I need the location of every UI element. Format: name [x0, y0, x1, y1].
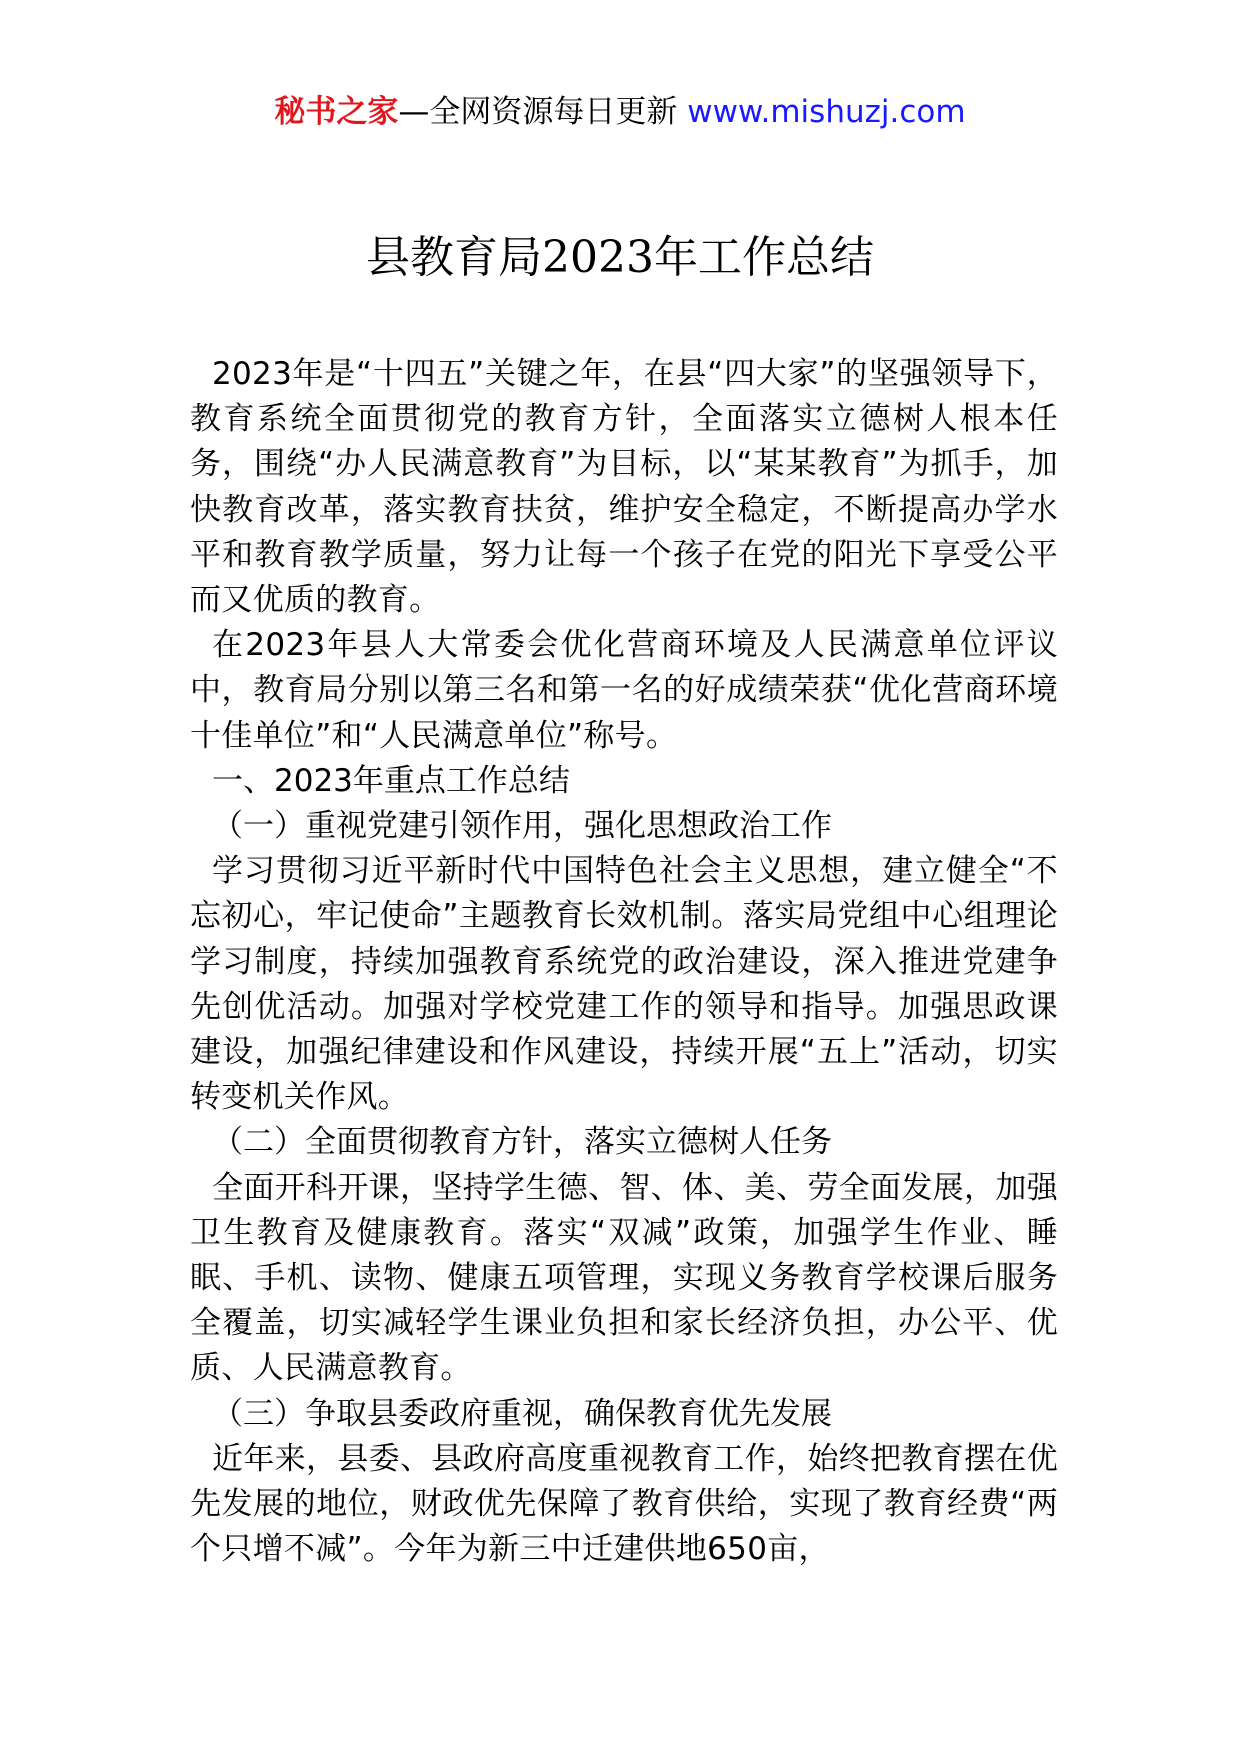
banner-tagline: —全网资源每日更新	[398, 94, 688, 130]
section-heading-1: 一、2023年重点工作总结	[212, 762, 570, 799]
subsection-body-3: 近年来，县委、县政府高度重视教育工作，始终把教育摆在优先发展的地位，财政优先保障了教育供给，实现了教育经费“两个只增不减”。今年为新三中迁建供地650亩，	[190, 1440, 1058, 1568]
subsection-body-1: 学习贯彻习近平新时代中国特色社会主义思想，建立健全“不忘初心，牢记使命”主题教育长效机制。落实局党组中心组理论学习制度，持续加强教育系统党的政治建设，深入推进党建争先创优活动。加强对学校党建工作的领导和指导。加强思政课建设，加强纪律建设和作风建设，持续开展“五上”活动，切实转变机关作风。	[190, 853, 1058, 1116]
intro-paragraph-1: 2023年是“十四五”关键之年，在县“四大家”的坚强领导下，教育系统全面贯彻党的教育方针，全面落实立德树人根本任务，围绕“办人民满意教育”为目标，以“某某教育”为抓手，加快教育改革，落实教育扶贫，维护安全稳定，不断提高办学水平和教育教学质量，努力让每一个孩子在党的阳光下享受公平而又优质的教育。	[190, 356, 1058, 619]
subsection-heading-2: （二）全面贯彻教育方针，落实立德树人任务	[212, 1124, 832, 1161]
subsection-heading-1: （一）重视党建引领作用，强化思想政治工作	[212, 808, 832, 845]
intro-paragraph-2: 在2023年县人大常委会优化营商环境及人民满意单位评议中，教育局分别以第三名和第一名的好成绩荣获“优化营商环境十佳单位”和“人民满意单位”称号。	[190, 627, 1058, 754]
document-title: 县教育局2023年工作总结	[366, 232, 874, 283]
document-body	[190, 352, 1058, 1572]
subsection-heading-3: （三）争取县委政府重视，确保教育优先发展	[212, 1395, 832, 1432]
brand-name: 秘书之家	[274, 94, 399, 130]
subsection-body-2: 全面开科开课，坚持学生德、智、体、美、劳全面发展，加强卫生教育及健康教育。落实“双减”政策，加强学生作业、睡眠、手机、读物、健康五项管理，实现义务教育学校课后服务全覆盖，切实减轻学生课业负担和家长经济负担，办公平、优质、人民满意教育。	[190, 1169, 1058, 1387]
site-url-link[interactable]: www.mishuzj.com	[687, 94, 966, 130]
site-banner	[0, 92, 1240, 132]
